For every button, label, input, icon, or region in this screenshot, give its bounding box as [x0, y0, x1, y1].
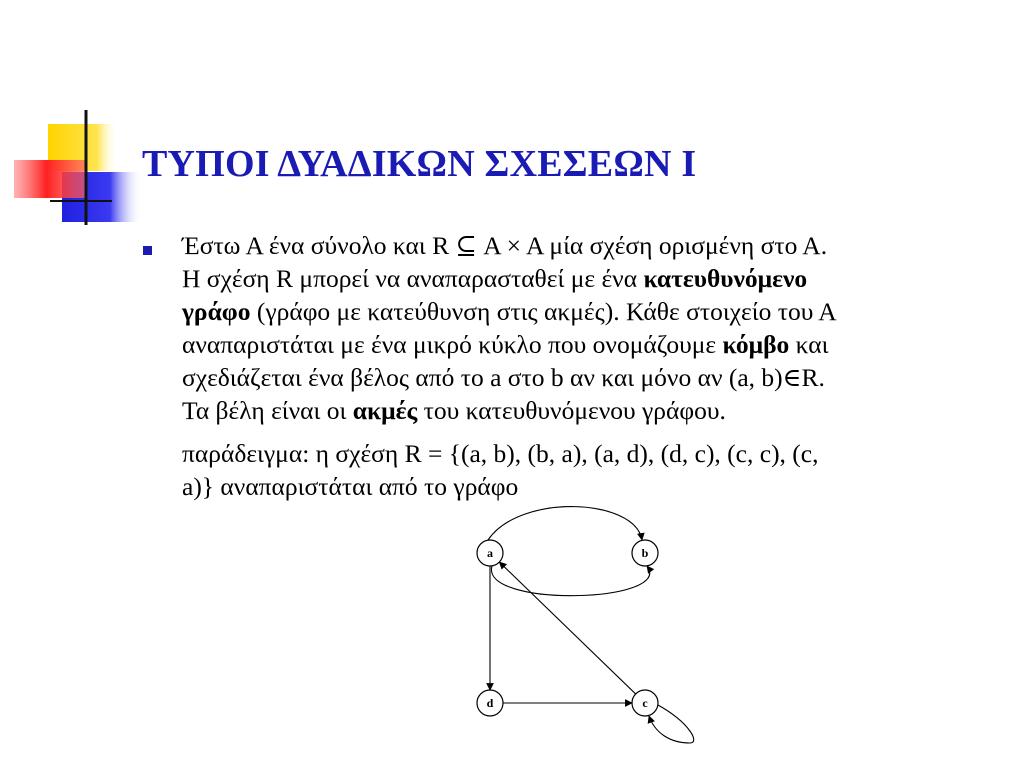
bold-term: γράφο — [182, 297, 251, 326]
graph-edge-c-a — [499, 562, 635, 694]
bold-term: ακμές — [352, 396, 418, 425]
graph-node-label: b — [641, 546, 649, 560]
example-paragraph — [182, 437, 1002, 503]
bold-term: κατευθυνόμενο — [643, 264, 808, 293]
graph-node-label: d — [486, 696, 494, 710]
text-span: του κατευθυνόμενου γράφου. — [417, 396, 726, 425]
text-span: και — [789, 330, 829, 359]
bold-term: κόμβο — [722, 330, 790, 359]
text-line: a)} αναπαριστάται από το γράφο — [182, 472, 519, 501]
directed-graph — [440, 505, 710, 768]
text-line — [182, 264, 807, 293]
graph-edge-a-b — [488, 507, 642, 540]
slide-title: ΤΥΠΟΙ ΔΥΑΔΙΚΩΝ ΣΧΕΣΕΩΝ Ι — [142, 143, 697, 185]
graph-node-label: c — [642, 696, 648, 710]
definition-paragraph — [182, 229, 1002, 427]
text-line: Έστω Α ένα σύνολο και R ⊆ Α × Α μία σχέση ορισμένη στο Α. — [182, 231, 828, 260]
text-line — [182, 297, 837, 326]
slide-body — [182, 229, 1002, 503]
text-line — [182, 330, 829, 359]
bullet-square-icon — [143, 246, 152, 255]
graph-edge-b-a — [491, 566, 649, 596]
text-line — [182, 396, 726, 425]
text-span: Η σχέση R μπορεί να αναπαρασταθεί με ένα — [182, 264, 644, 293]
text-span: Τα βέλη είναι οι — [182, 396, 353, 425]
text-line: παράδειγμα: η σχέση R = {(a, b), (b, a), (a, d), (d, c), (c, c), (c, — [182, 439, 819, 468]
text-span: (γράφο με κατεύθυνση στις ακμές). Κάθε στοιχείο του Α — [250, 297, 837, 326]
decorative-corner-graphic — [0, 0, 150, 240]
text-span: αναπαριστάται με ένα μικρό κύκλο που ονομάζουμε — [182, 330, 723, 359]
graph-node-label: a — [487, 546, 493, 560]
text-line: σχεδιάζεται ένα βέλος από το a στο b αν και μόνο αν (a, b)∈R. — [182, 363, 825, 392]
